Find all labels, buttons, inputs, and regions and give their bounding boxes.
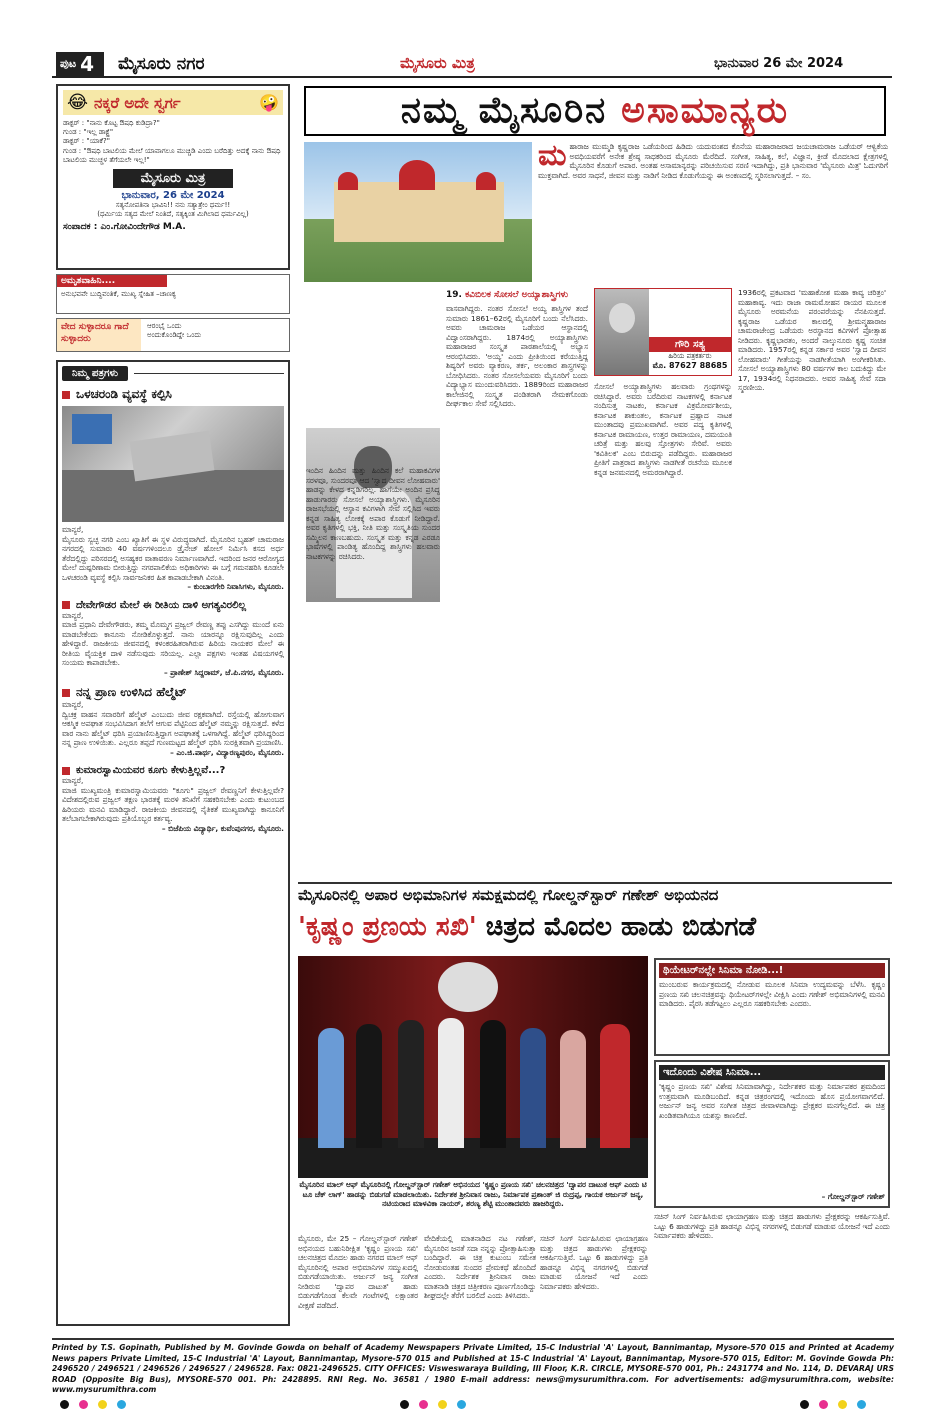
registration-dot <box>419 1400 428 1409</box>
feature-column-text: ಇಂದಿನ ಹಿಂದಿನ ಮತ್ತು ಹಿಂದಿನ ಕಲೆ ಮಹಾಕವಿಗಳ ಸರಳವೂ, ಸುಂದರವೂ ಆದ 'ಸ್ವಾದ ದೀವನ ಲೋಹವಾರು' ಹಾಡನ್ನು ಕೇಳದ ಕನ್ನಡಿಗರಿಲ್ಲ. ಹಾಗೆಯೇ ಅಂದಿನ ಪ್ರಸಿದ್ಧ ಹಾಡುಗಾರರು ಸೋಸಲೆ ಅಯ್ಯಾಶಾಸ್ತ್ರಿಗಳು. ಮೈಸೂರಿನ ರಾಜಸಭೆಯಲ್ಲಿ ಆಸ್ಥಾನ ಕವಿಗಳಾಗಿ ಸೇವೆ ಸಲ್ಲಿಸಿದ ಇವರು ಕನ್ನಡ ಸಾಹಿತ್ಯ ಲೋಕಕ್ಕೆ ಅಪಾರ ಕೊಡುಗೆ ನೀಡಿದ್ದಾರೆ. ಅವರ ಕೃತಿಗಳಲ್ಲಿ ಭಕ್ತಿ, ನೀತಿ ಮತ್ತು ಸಂಸ್ಕೃತಿಯ ಸುಂದರ ಸಮ್ಮಿಲನ ಕಾಣಬಹುದು. ಸಂಸ್ಕೃತ ಮತ್ತು ಕನ್ನಡ ಎರಡೂ ಭಾಷೆಗಳಲ್ಲಿ ಪಾಂಡಿತ್ಯ ಹೊಂದಿದ್ದ ಶಾಸ್ತ್ರಿಗಳು ಹಲವಾರು ನಾಟಕಗಳನ್ನು ರಚಿಸಿದರು. <box>306 466 440 561</box>
side-box-body: 'ಕೃಷ್ಣಂ ಪ್ರಣಯ ಸಖಿ' ವಿಶೇಷ ಸಿನಿಮಾವಾಗಿದ್ದು, ನಿರ್ದೇಶಕರ ಮತ್ತು ನಿರ್ಮಾಪಕರ ಶ್ರಮದಿಂದ ಉತ್ತಮವಾಗಿ ಮೂಡಿಬಂದಿದೆ. ಕನ್ನಡ ಚಿತ್ರರಂಗದಲ್ಲಿ ಇದೊಂದು ಹೊಸ ಪ್ರಯೋಗವಾಗಲಿದೆ. ಅರ್ಜುನ್ ಜನ್ಯ ಅವರ ಸಂಗೀತ ಚಿತ್ರದ ಜೀವಾಳವಾಗಿದ್ದು ಪ್ರೇಕ್ಷಕರ ಮನಗೆಲ್ಲಲಿದೆ. ಈ ಚಿತ್ರ ಖಂಡಿತವಾಗಿಯೂ ಯಶಸ್ಸು ಕಾಣಲಿದೆ. <box>659 1082 885 1120</box>
author-role: ಹಿರಿಯ ಪತ್ರಕರ್ತರು <box>668 352 712 360</box>
masthead-logo: ಮೈಸೂರು ಮಿತ್ರ <box>400 54 475 72</box>
amrutha-title: ಅಮೃತವಾಹಿನಿ.... <box>57 275 167 287</box>
veda-line: ಆರಂಭೈ ಒಂದು <box>147 322 182 330</box>
letter-salutation: ಮಾನ್ಯರೆ, <box>62 525 84 534</box>
song-launch-photo <box>298 956 648 1178</box>
bullet-square-icon <box>62 391 70 399</box>
joke-header <box>63 90 283 115</box>
author-card <box>594 288 732 376</box>
letter-signature: – ಬಿಜೆಪಿಯ ವಿದ್ಯಾರ್ಥಿ, ಕುವೆಂಪುನಗರ, ಮೈಸೂರು. <box>161 823 284 833</box>
letter-body: ಮೈಸೂರು ಸ್ವಚ್ಛ ನಗರಿ ಎಂಬ ಖ್ಯಾತಿಗೆ ಈ ಸ್ಥಳ ವಿರುದ್ಧವಾಗಿದೆ. ಮೈಸೂರಿನ ಬೃಹತ್ ಚಾಮರಾಜ ನಗರದಲ್ಲಿ ಸುಮಾರು 40 ವರ್ಷಗಳಿಂದಲೂ ಡ್ರೈನೇಜ್ ಹೋಲ್ ನಿರ್ಮಿಸಿ ಕಸದ ಅರ್ಧ ತೆರೆದಲ್ಲಿದ್ದು ಪರಿಸರದಲ್ಲಿ ಅಸಹ್ಯಕರ ವಾತಾವರಣ ನಿರ್ಮಾಣವಾಗಿದೆ. ಇದರಿಂದ ಜನರ ಆರೋಗ್ಯದ ಮೇಲೆ ದುಷ್ಪರಿಣಾಮ ಬೀರುತ್ತಿದ್ದು ನಗರಪಾಲಿಕೆಯ ಅಧಿಕಾರಿಗಳು ಈ ಬಗ್ಗೆ ಗಮನಹರಿಸಿ ಕೂಡಲೇ ಒಳಚರಂಡಿ ವ್ಯವಸ್ಥೆ ಕಲ್ಪಿಸಿ ಸಾರ್ವಜನಿಕರ ಹಿತ ಕಾಪಾಡಬೇಕಾಗಿ ವಿನಂತಿ. <box>62 534 284 582</box>
feature-col-4 <box>738 288 886 876</box>
left-column <box>56 84 290 1326</box>
movie-col-2 <box>424 1234 536 1334</box>
imprint-footer: Printed by T.S. Gopinath, Published by M. Govinde Gowda on behalf of Academy Newspapers Private Limited, 15-C Industrial 'A' Layout, Bannimantap, Mysore-570 015 and Printed at Academy News papers Private Limited, 15-C Industrial 'A' Layout, Bannimantap, Mysore-570 015 and Published at 15-C Industrial 'A' Layout, Bannimantap, Mysore-570 015, Editor: M. Govinde Gowda Ph: 2496520 / 2496521 / 2496526 / 2496527 / 2496528. Fax: 0821-2496525. CITY OFFICES: Visweswaraya Building, III Floor, K.R. CIRCLE, MYSORE-570 001, Ph.: 2431774 and No. 114, D. DEVARAJ URS ROAD (Opposite Big Bus), MYSORE-570 001. Ph: 2428895. RNI Reg. No. 36581 / 1980 E-mail address: news@mysurumithra.com. For advertisements: ad@mysurumithra.com, website: www.mysurumithra.com <box>52 1338 894 1396</box>
joke-title: ನಕ್ಕರೆ ಅದೇ ಸ್ವರ್ಗ <box>94 93 181 112</box>
registration-dot <box>79 1400 88 1409</box>
letter-heading <box>62 387 284 402</box>
letter-salutation: ಮಾನ್ಯರೆ, <box>62 610 84 620</box>
joke-line: ಗುಂಡ : "ಇಲ್ಲ ಡಾಕ್ಟ್ರೆ" <box>63 128 114 137</box>
veda-box <box>56 318 290 352</box>
side-box-theatre <box>654 958 890 1056</box>
movie-body-text: ವೇದಿಕೆಯಲ್ಲಿ ಮಾತನಾಡಿದ ನಟ ಗಣೇಶ್, ಮೈಸೂರಿನ ಜನತೆ ಸದಾ ನನ್ನನ್ನು ಪ್ರೋತ್ಸಾಹಿಸುತ್ತಾ ಬಂದಿದ್ದಾರೆ. ಈ ಚಿತ್ರ ಕುಟುಂಬ ಸಮೇತ ನೋಡುವಂತಹ ಸುಂದರ ಪ್ರೇಮಕಥೆ ಹೊಂದಿದೆ ಎಂದರು. ನಿರ್ದೇಶಕ ಶ್ರೀನಿವಾಸ ರಾಜು ಮಾತನಾಡಿ ಚಿತ್ರದ ಚಿತ್ರೀಕರಣ ಪೂರ್ಣಗೊಂಡಿದ್ದು ಶೀಘ್ರದಲ್ಲೇ ತೆರೆಗೆ ಬರಲಿದೆ ಎಂದು ತಿಳಿಸಿದರು. <box>424 1234 536 1300</box>
drop-cap: ಮ <box>538 138 567 173</box>
section-title: ಮೈಸೂರು ನಗರ <box>118 54 205 74</box>
feature-title <box>304 86 886 136</box>
registration-dot <box>117 1400 126 1409</box>
registration-dot <box>98 1400 107 1409</box>
color-registration-dots <box>400 1400 466 1409</box>
feature-column-text: ವಾಸವಾಗಿದ್ದರು. ನಂತರ ಸೋಸಲೆ ಅಯ್ಯ ಶಾಸ್ತ್ರಿಗಳ ತಂದೆ ಸುಮಾರು 1861–62ರಲ್ಲಿ ಮೈಸೂರಿಗೆ ಬಂದು ನೆಲೆಸಿದರು. ಅವರು ಚಾಮರಾಜ ಒಡೆಯರ ಆಸ್ಥಾನದಲ್ಲಿ ವಿದ್ವಾಂಸರಾಗಿದ್ದರು. 1874ರಲ್ಲಿ ಅಯ್ಯಾಶಾಸ್ತ್ರಿಗಳು ಮಹಾರಾಜರ ಸಂಸ್ಕೃತ ಪಾಠಶಾಲೆಯಲ್ಲಿ ಅಭ್ಯಾಸ ಆರಂಭಿಸಿದರು. 'ಅಯ್ಯ' ಎಂದು ಪ್ರೀತಿಯಿಂದ ಕರೆಯುತ್ತಿದ್ದ ಶಿಷ್ಯರಿಗೆ ಅವರು ವ್ಯಾಕರಣ, ತರ್ಕ, ಅಲಂಕಾರ ಶಾಸ್ತ್ರಗಳನ್ನು ಬೋಧಿಸಿದರು. ನಂತರ ಸೋಸಲೆಯವರು ಮೈಸೂರಿಗೆ ಬಂದು ವಿದ್ಯಾಭ್ಯಾಸ ಮುಂದುವರಿಸಿದರು. 1889ರಿಂದ ಮಹಾರಾಜರ ಕಾಲೇಜಿನಲ್ಲಿ ಸಂಸ್ಕೃತ ಪಂಡಿತರಾಗಿ ನೇಮಕಗೊಂಡು ದೀರ್ಘಕಾಲ ಸೇವೆ ಸಲ್ಲಿಸಿದರು. <box>446 304 588 408</box>
side-box-signature: – ಗೋಲ್ಡನ್‌ಸ್ಟಾರ್ ಗಣೇಶ್ <box>821 1192 885 1201</box>
registration-dot <box>438 1400 447 1409</box>
side-box-body: ಮುಂಬರುವ ಕಾರ್ಯಕ್ರಮದಲ್ಲಿ ನೋಡುವ ಮೂಲಕ ಸಿನಿಮಾ ಉದ್ಯಮವನ್ನು ಬೆಳೆಸಿ. ಕೃಷ್ಣಂ ಪ್ರಣಯ ಸಖಿ ಚಲನಚಿತ್ರವನ್ನು ಥಿಯೇಟರ್‌ಗಳಲ್ಲೇ ವೀಕ್ಷಿಸಿ ಎಂದು ಗಣೇಶ್ ಅಭಿಮಾನಿಗಳಲ್ಲಿ ಮನವಿ ಮಾಡಿದರು. ಪೈರಸಿ ತಡೆಗಟ್ಟಲು ಎಲ್ಲರೂ ಸಹಕರಿಸಬೇಕು ಎಂದರು. <box>659 980 885 1008</box>
page-label: ಪುಟ <box>60 57 77 70</box>
laughing-face-icon: 😂 <box>67 92 89 113</box>
registration-dot <box>60 1400 69 1409</box>
letter-salutation: ಮಾನ್ಯರೆ, <box>62 776 84 785</box>
feature-col-1 <box>306 466 440 876</box>
joke-line: ಡಾಕ್ಟರ್ : "ನಾನು ಕೊಟ್ಟ ಔಷಧಿ ಕುಡಿದ್ರಾ?" <box>63 119 160 127</box>
color-registration-dots <box>60 1400 126 1409</box>
letters-title: ನಿಮ್ಮ ಪತ್ರಗಳು <box>62 366 128 381</box>
registration-dot <box>800 1400 809 1409</box>
color-registration-dots <box>800 1400 866 1409</box>
veda-line: ಅಂದುಕೊಂಡಿದ್ದೇ ಒಂದು <box>147 331 202 340</box>
editor-line <box>63 222 283 232</box>
mitra-logo: ಮೈಸೂರು ಮಿತ್ರ <box>113 169 233 188</box>
mysore-palace-photo <box>304 142 532 282</box>
letter-heading <box>62 685 284 700</box>
side-box-special <box>654 1060 890 1208</box>
author-name: ಗೌರಿ ಸತ್ಯ <box>649 337 731 352</box>
movie-body-text: ಸಚಿನ್ ಸಿಂಗ್ ನಿರ್ವಹಿಸಿರುವ ಛಾಯಾಗ್ರಹಣ ಮತ್ತು ಚಿತ್ರದ ಹಾಡುಗಳು ಪ್ರೇಕ್ಷಕರನ್ನು ಆಕರ್ಷಿಸುತ್ತಿವೆ. ಒಟ್ಟು 6 ಹಾಡುಗಳಿದ್ದು ಪ್ರತಿ ಹಾಡನ್ನೂ ವಿಭಿನ್ನ ನಗರಗಳಲ್ಲಿ ಬಿಡುಗಡೆ ಮಾಡುವ ಯೋಜನೆ ಇದೆ ಎಂದು ನಿರ್ಮಾಪಕರು ಹೇಳಿದರು. <box>540 1234 648 1291</box>
editor-name: ಎಂ.ಗೋವಿಂದೇಗೌಡ M.A. <box>100 222 186 233</box>
page-number-badge <box>56 52 104 76</box>
movie-section-rule <box>298 882 892 884</box>
feature-col-3 <box>594 382 732 876</box>
movie-body-text: ಮೈಸೂರು, ಮೇ 25 – ಗೋಲ್ಡನ್‌ಸ್ಟಾರ್ ಗಣೇಶ್ ಅಭಿನಯದ ಬಹುನಿರೀಕ್ಷಿತ 'ಕೃಷ್ಣಂ ಪ್ರಣಯ ಸಖಿ' ಚಲನಚಿತ್ರದ ಮೊದಲ ಹಾಡು ನಗರದ ಮಾಲ್ ಆಫ್ ಮೈಸೂರಿನಲ್ಲಿ ಅಪಾರ ಅಭಿಮಾನಿಗಳ ಸಮ್ಮುಖದಲ್ಲಿ ಬಿಡುಗಡೆಯಾಯಿತು. ಅರ್ಜುನ್ ಜನ್ಯ ಸಂಗೀತ ನೀಡಿರುವ 'ದ್ವಾಪರ ದಾಟುತ' ಹಾಡು ಬಿಡುಗಡೆಗೊಂಡ ಕೆಲವೇ ಗಂಟೆಗಳಲ್ಲಿ ಲಕ್ಷಾಂತರ ವೀಕ್ಷಣೆ ಪಡೆದಿದೆ. <box>298 1234 418 1310</box>
movie-col-1 <box>298 1234 418 1334</box>
author-phone: ಮೊ. 87627 88685 <box>652 361 728 370</box>
editor-label: ಸಂಪಾದಕ : <box>63 222 98 233</box>
joke-lines <box>63 119 283 165</box>
feature-col-2 <box>446 304 588 876</box>
registration-dot <box>857 1400 866 1409</box>
movie-col-3 <box>540 1234 648 1334</box>
letter-salutation: ಮಾನ್ಯರೆ, <box>62 700 84 709</box>
registration-dot <box>819 1400 828 1409</box>
page-number: 4 <box>80 52 95 76</box>
letter-title: ನನ್ನ ಪ್ರಾಣ ಉಳಿಸಿದ ಹೆಲ್ಮೆಟ್ <box>76 685 187 699</box>
feature-column-text: ಸೋಸಲೆ ಅಯ್ಯಾಶಾಸ್ತ್ರಿಗಳು ಹಲವಾರು ಗ್ರಂಥಗಳನ್ನು ರಚಿಸಿದ್ದಾರೆ. ಅವರು ಬರೆದಿರುವ ನಾಟಕಗಳಲ್ಲಿ ಕರ್ನಾಟಕ ನಂದಿಸುತ್ತ ನಾಟಕಂ, ಕರ್ನಾಟಕ ವಿಕ್ರಮೋರ್ವಶೀಯ, ಕರ್ನಾಟಕ ಶಾಕುಂತಲ, ಕರ್ನಾಟಕ ಪ್ರಹ್ಲಾದ ನಾಟಕ ಮುಂತಾದವು ಪ್ರಮುಖವಾಗಿವೆ. ಅವರ ಪದ್ಯ ಕೃತಿಗಳಲ್ಲಿ ಕರ್ನಾಟಕ ರಾಮಾಯಣ, ಉತ್ತರ ರಾಮಾಯಣ, ದಮಯಂತಿ ಚರಿತ್ರೆ ಮತ್ತು ಹಲವು ಸ್ತೋತ್ರಗಳು ಸೇರಿವೆ. ಅವರು 'ಕವಿತಿಲಕ' ಎಂಬ ಬಿರುದನ್ನು ಪಡೆದಿದ್ದರು. ಮಹಾರಾಜರ ಪ್ರೀತಿಗೆ ಪಾತ್ರರಾದ ಶಾಸ್ತ್ರಿಗಳು ನಾಡಗೀತೆ ರಚನೆಯ ಮೂಲಕ ಕನ್ನಡ ಜನಮನದಲ್ಲಿ ಅಮರರಾಗಿದ್ದಾರೆ. <box>594 382 732 477</box>
movie-headline-red: 'ಕೃಷ್ಣಂ ಪ್ರಣಯ ಸಖಿ' <box>298 912 477 942</box>
feature-intro-text: ಹಾರಾಜ ಮುಮ್ಮಡಿ ಕೃಷ್ಣರಾಜ ಒಡೆಯರಿಂದ ಹಿಡಿದು ಯದುವಂಶದ ಕೊನೆಯ ಮಹಾರಾಜರಾದ ಜಯಚಾಮರಾಜ ಒಡೆಯರ್ ಆಳ್ವಿಕೆಯ ಅವಧಿಯವರೆಗೆ ಅನೇಕ ಶ್ರೇಷ್ಠ ಸಾಧಕರಿಂದ ಮೈಸೂರು ಮೆರೆದಿದೆ. ಸಂಗೀತ, ಸಾಹಿತ್ಯ, ಕಲೆ, ವಿಜ್ಞಾನ, ಕ್ರೀಡೆ ಮೊದಲಾದ ಕ್ಷೇತ್ರಗಳಲ್ಲಿ ಮೈಸೂರಿನ ಕೊಡುಗೆ ಅಪಾರ. ಅಂತಹ ಅಸಾಮಾನ್ಯರನ್ನು ಪರಿಚಯಿಸುವ ಸರಣಿ ಇದಾಗಿದ್ದು, ಪ್ರತಿ ಭಾನುವಾರ 'ಮೈಸೂರು ಮಿತ್ರ' ಓದುಗರಿಗೆ ಮುಕ್ತವಾಗಿದೆ. ಅವರ ಸಾಧನೆ, ಜೀವನ ಮತ್ತು ನಾಡಿಗೆ ನೀಡಿದ ಕೊಡುಗೆಯನ್ನು ಈ ಅಂಕಣದಲ್ಲಿ ಸ್ಮರಿಸಲಾಗುತ್ತದೆ. – ಸಂ. <box>538 142 888 180</box>
movie-kicker: ಮೈಸೂರಿನಲ್ಲಿ ಅಪಾರ ಅಭಿಮಾನಿಗಳ ಸಮಕ್ಷಮದಲ್ಲಿ ಗೋಲ್ಡನ್‌ಸ್ಟಾರ್ ಗಣೇಶ್ ಅಭಿಯನದ <box>298 886 719 904</box>
letters-box <box>56 360 290 1326</box>
bullet-square-icon <box>62 767 70 775</box>
movie-headline-black: ಚಿತ್ರದ ಮೊದಲ ಹಾಡು ಬಿಡುಗಡೆ <box>485 912 757 942</box>
registration-dot <box>457 1400 466 1409</box>
amrutha-box <box>56 274 290 314</box>
side-box-title: ಥಿಯೇಟರ್‌ನಲ್ಲೇ ಸಿನಿಮಾ ನೋಡಿ...! <box>659 963 885 978</box>
letter-title: ಕುಮಾರಸ್ವಾಮಿಯವರ ಕೂಗು ಕೇಳುತ್ತಿಲ್ಲವೆ...? <box>76 765 226 776</box>
amrutha-text: ಅನುಭವವೇ ಬುದ್ಧಿವಂತಿಕೆ, ಮುಖ್ಯ ಸ್ನೇಹಿತ –ಚಾಣಕ್ಯ <box>61 290 176 298</box>
mitra-motto: ಸತ್ಯನೋಪತಿನಾ ಭಾವಿನಿ!! ನನು ಸತ್ಯಾತ್ರೇಂ ಧರ್ಮ!! <box>115 201 231 210</box>
series-heading <box>446 290 586 300</box>
feature-column-text: 1936ರಲ್ಲಿ ಪ್ರಕಟವಾದ 'ಮಹಾಕೋಶ ಮಹಾ ಕಾವ್ಯ ಚರಿತ್ರಂ' ಮಹಾಕಾವ್ಯ. ಇದು ರಾಜಾ ರಾಮಮೋಹನ ರಾಯರ ಮೂಲಕ ಮೈಸೂರು ಅರಮನೆಯ ಪರಂಪರೆಯನ್ನು ನೆನಪಿಸುತ್ತದೆ. ಕೃಷ್ಣರಾಜ ಒಡೆಯರ ಕಾಲದಲ್ಲಿ ಶ್ರೀಮನ್ಮಹಾರಾಜ ಚಾಮರಾಜೇಂದ್ರ ಒಡೆಯರು ಅರಸ್ಥಾನದ ಕವಿಗಳಿಗೆ ಪ್ರೋತ್ಸಾಹ ನೀಡಿದರು. ಕೃಷ್ಣಭಾರತಂ, ಅಂದರೆ ನಾಲ್ಕುನೂರು ಕೃಷ್ಣ ಸಂಚಿತ ಮಾಡಿದರು. 1957ರಲ್ಲಿ ಕನ್ನಡ ಸರ್ಕಾರ ಅವರ 'ಸ್ವಾದ ದೀವನ ಲೋಹವಾರು' ಗೀತೆಯನ್ನು ನಾಡಗೀತೆಯಾಗಿ ಅಂಗೀಕರಿಸಿತು. ಸೋಸಲೆ ಅಯ್ಯಾಶಾಸ್ತ್ರಿಗಳು 80 ವರ್ಷಗಳ ಕಾಲ ಬದುಕಿದ್ದು ಮೇ 17, 1934ರಲ್ಲಿ ನಿಧನರಾದರು. ಅವರ ಸಾಹಿತ್ಯ ಸೇವೆ ಸದಾ ಸ್ಮರಣೀಯ. <box>738 288 886 392</box>
letter-body: ದ್ವಿಚಕ್ರ ವಾಹನ ಸವಾರರಿಗೆ ಹೆಲ್ಮೆಟ್ ಎಂಬುದು ಜೀವ ರಕ್ಷಕವಾಗಿದೆ. ರಸ್ತೆಯಲ್ಲಿ ಹೋಗುವಾಗ ಆಕಸ್ಮಿಕ ಅಪಘಾತ ಸಂಭವಿಸಿದಾಗ ತಲೆಗೆ ಆಗುವ ಪೆಟ್ಟಿನಿಂದ ಹೆಲ್ಮೆಟ್ ನಮ್ಮನ್ನು ರಕ್ಷಿಸುತ್ತದೆ. ಕಳೆದ ವಾರ ನಾನು ಹೆಲ್ಮೆಟ್ ಧರಿಸಿ ಪ್ರಯಾಣಿಸುತ್ತಿದ್ದಾಗ ಅಪಘಾತಕ್ಕೆ ಒಳಗಾಗಿದ್ದೆ. ಹೆಲ್ಮೆಟ್ ಧರಿಸಿದ್ದರಿಂದ ನನ್ನ ಪ್ರಾಣ ಉಳಿಯಿತು. ಎಲ್ಲರೂ ತಪ್ಪದೆ ಗುಣಮಟ್ಟದ ಹೆಲ್ಮೆಟ್ ಧರಿಸಿ ಸುರಕ್ಷಿತವಾಗಿ ಪ್ರಯಾಣಿಸಿ. <box>62 709 284 747</box>
letter-heading <box>62 765 284 776</box>
feature-intro <box>538 138 888 282</box>
bullet-square-icon <box>62 601 70 609</box>
photo-caption <box>298 1180 648 1230</box>
movie-col-4 <box>654 1212 890 1334</box>
letter-signature: – ಪ್ರಾಣೇಶ್ ಸಿದ್ದರಾಮ್, ಜೆ.ಪಿ.ನಗರ, ಮೈಸೂರು. <box>164 667 284 677</box>
series-number: 19. <box>446 290 462 300</box>
bullet-square-icon <box>62 689 70 697</box>
letter-body: ಮಾಜಿ ಮುಖ್ಯಮಂತ್ರಿ ಕುಮಾರಸ್ವಾಮಿಯವರು "ಕೂಗು" ಪ್ರಜ್ವಲ್ ರೇವಣ್ಣನಿಗೆ ಕೇಳುತ್ತಿಲ್ಲವೇ? ವಿದೇಶದಲ್ಲಿರುವ ಪ್ರಜ್ವಲ್ ತಕ್ಷಣ ಭಾರತಕ್ಕೆ ಮರಳಿ ತನಿಖೆಗೆ ಸಹಕರಿಸಬೇಕು ಎಂದು ಕುಟುಂಬದ ಹಿರಿಯರು ಮನವಿ ಮಾಡಿದ್ದಾರೆ. ರಾಜಕೀಯ ಜೀವನದಲ್ಲಿ ನೈತಿಕತೆ ಮುಖ್ಯವಾಗಿದ್ದು ಕಾನೂನಿಗೆ ತಲೆಬಾಗಬೇಕಾಗಿರುವುದು ಪ್ರತಿಯೊಬ್ಬರ ಕರ್ತವ್ಯ. <box>62 785 284 823</box>
letter-title: ಒಳಚರಂಡಿ ವ್ಯವಸ್ಥೆ ಕಲ್ಪಿಸಿ <box>76 387 172 401</box>
author-photo <box>595 289 649 375</box>
movie-body-text: ಸಚಿನ್ ಸಿಂಗ್ ನಿರ್ವಹಿಸಿರುವ ಛಾಯಾಗ್ರಹಣ ಮತ್ತು ಚಿತ್ರದ ಹಾಡುಗಳು ಪ್ರೇಕ್ಷಕರನ್ನು ಆಕರ್ಷಿಸುತ್ತಿವೆ. ಒಟ್ಟು 6 ಹಾಡುಗಳಿದ್ದು ಪ್ರತಿ ಹಾಡನ್ನೂ ವಿಭಿನ್ನ ನಗರಗಳಲ್ಲಿ ಬಿಡುಗಡೆ ಮಾಡುವ ಯೋಜನೆ ಇದೆ ಎಂದು ನಿರ್ಮಾಪಕರು ಹೇಳಿದರು. <box>654 1212 890 1240</box>
header-date: ಭಾನುವಾರ 26 ಮೇ 2024 <box>714 56 844 71</box>
mitra-date: ಭಾನುವಾರ, 26 ಮೇ 2024 <box>121 190 225 202</box>
broken-drain-photo <box>62 406 284 522</box>
joke-box <box>56 84 290 270</box>
side-box-title: ಇದೊಂದು ವಿಶೇಷ ಸಿನಿಮಾ... <box>659 1065 885 1080</box>
joke-line: ಡಾಕ್ಟರ್ : "ಯಾಕೆ?" <box>63 137 110 146</box>
letter-heading <box>62 600 284 611</box>
joke-line: ಗುಂಡ : "ಔಷಧಿ ಬಾಟಲಿಯ ಮೇಲೆ ಯಾವಾಗಲೂ ಮುಚ್ಚಿಡಿ ಎಂದು ಬರೆದಿತ್ತು ಅದಕ್ಕೆ ನಾನು ಔಷಧಿ ಬಾಟಲಿಯ ಮುಚ್ಚಳ ತೆಗೆಯಲೇ ಇಲ್ಲ!" <box>63 146 281 164</box>
feature-title-red: ಅಸಾಮಾನ್ಯರು <box>621 90 790 131</box>
veda-title: ವೇದ ಸುಳ್ಳಾದರೂ ಗಾದೆ ಸುಳ್ಳಾದರು <box>57 319 141 351</box>
letter-signature: – ಕುಂಬಾರಗೇರಿ ನಿವಾಸಿಗಳು, ಮೈಸೂರು. <box>187 582 284 591</box>
letter-signature: – ಎಂ.ಜಿ.ಪಾರ್ಥ, ವಿದ್ಯಾರಣ್ಯಪುರಂ, ಮೈಸೂರು. <box>170 747 284 757</box>
series-title: ಕವಿಬಿಲಕ ಸೋಸಲೆ ಅಯ್ಯಾಶಾಸ್ತ್ರಿಗಳು <box>465 290 569 300</box>
photo-caption-text: ಮೈಸೂರಿನ ಮಾಲ್ ಆಫ್ ಮೈಸೂರಿನಲ್ಲಿ ಗೋಲ್ಡನ್‌ಸ್ಟಾರ್ ಗಣೇಶ್ ಅಭಿನಯದ 'ಕೃಷ್ಣಂ ಪ್ರಣಯ ಸಖಿ' ಚಲನಚಿತ್ರದ 'ದ್ವಾಪರ ದಾಟುತ ಆಫ್ ಎಂದು ಟಿ ಟೂ ಚೆಕ್ ಲಾಗ್' ಹಾಡನ್ನು ಬಿಡುಗಡೆ ಮಾಡಲಾಯಿತು. ನಿರ್ದೇಶಕ ಶ್ರೀನಿವಾಸ ರಾಜು, ನಿರ್ಮಾಪಕ ಪ್ರಶಾಂತ್ ಜಿ ರುದ್ರಪ್ಪ, ಗಾಯಕ ಅರ್ಜುನ್ ಜನ್ಯ, ನಟಿಯರಾದ ಮಾಳವಿಕಾ ನಾಯರ್, ಶರಣ್ಯ ಶೆಟ್ಟಿ ಮುಂತಾದವರು ಹಾಜರಿದ್ದರು. <box>299 1180 647 1208</box>
registration-dot <box>838 1400 847 1409</box>
movie-headline <box>298 912 892 943</box>
feature-title-black: ನಮ್ಮ ಮೈಸೂರಿನ <box>400 90 608 131</box>
registration-dot <box>400 1400 409 1409</box>
letter-body: ಮಾಜಿ ಪ್ರಧಾನಿ ದೇವೇಗೌಡರು, ತಮ್ಮ ಮೊಮ್ಮಗ ಪ್ರಜ್ವಲ್ ರೇವಣ್ಣ ತಪ್ಪು ಎಸಗಿದ್ದು ಮುಂದೆ ಏನು ಮಾಡಬೇಕೆಂದು ಕಾನೂನು ನೋಡಿಕೊಳ್ಳುತ್ತದೆ. ನಾನು ಯಾರನ್ನೂ ರಕ್ಷಿಸುವುದಿಲ್ಲ ಎಂದು ಹೇಳಿದ್ದಾರೆ. ರಾಜಕೀಯ ಜೀವನದಲ್ಲಿ ಕಳಂಕರಹಿತರಾಗಿರುವ ಹಿರಿಯ ನಾಯಕರ ಮೇಲೆ ಈ ರೀತಿಯ ವೈಯಕ್ತಿಕ ದಾಳಿ ನಡೆಸುವುದು ಸರಿಯಲ್ಲ. ಎಲ್ಲಾ ಪಕ್ಷಗಳು ಇಂತಹ ವಿಷಯಗಳಲ್ಲಿ ಸಂಯಮ ಕಾಪಾಡಬೇಕು. <box>62 620 284 667</box>
mitra-motto-translation: (ಧರ್ಮಿಯ ಸತ್ಯದ ಮೇಲೆ ನಿಂತಿದೆ, ಸತ್ಯಕ್ಕಿಂತ ಮಿಗಿಲಾದ ಧರ್ಮವಿಲ್ಲ) <box>97 210 249 219</box>
letter-title: ದೇವೇಗೌಡರ ಮೇಲೆ ಈ ರೀತಿಯ ದಾಳಿ ಅಗತ್ಯವಿರಲಿಲ್ಲ <box>76 599 247 611</box>
cartoon-face-icon: 🤪 <box>259 93 279 112</box>
